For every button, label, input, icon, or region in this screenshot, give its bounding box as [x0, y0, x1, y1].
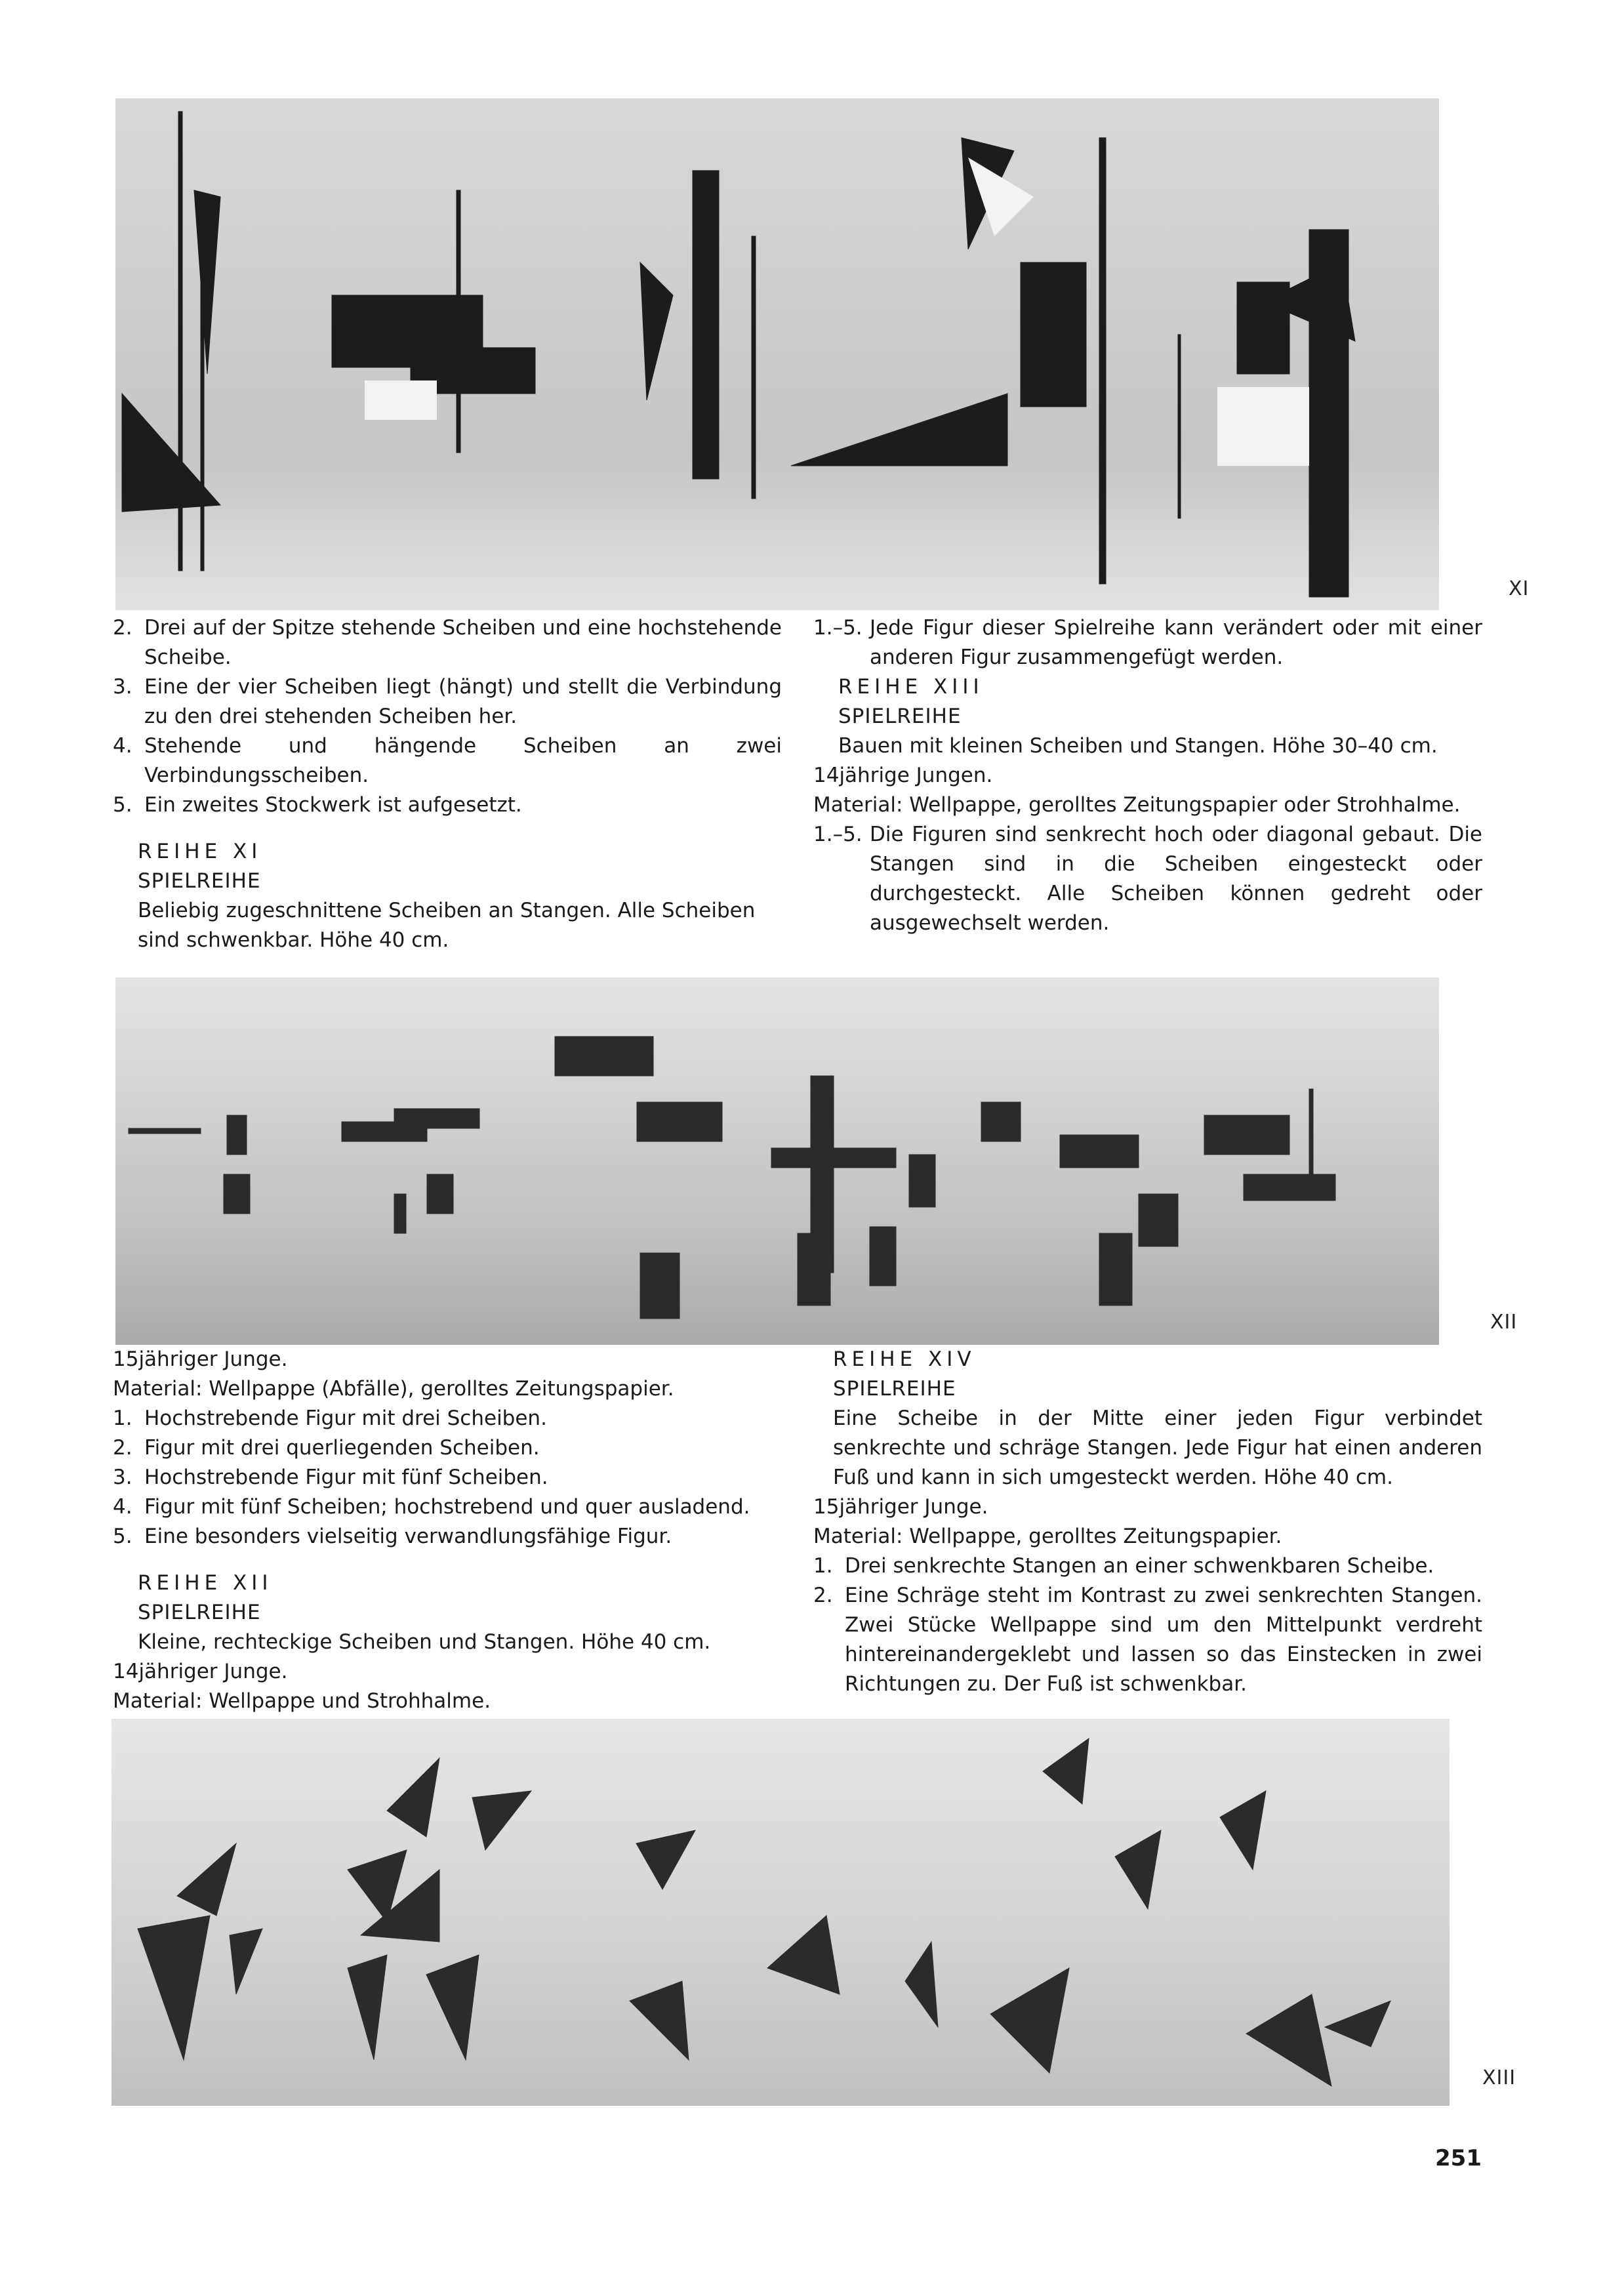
section-heading-reihe-xiii: REIHE XIII [838, 675, 984, 699]
plate-label-xii: XII [1490, 1311, 1518, 1334]
age-note: 14jährige Jungen. [813, 764, 993, 787]
material-note: Material: Wellpappe und Strohhalme. [113, 1689, 491, 1713]
section-description: Bauen mit kleinen Scheiben und Stangen. Höhe 30–40 cm. [838, 734, 1438, 758]
photo-plate-xiii [112, 1719, 1450, 2106]
plate-label-xi: XI [1509, 577, 1530, 600]
material-note: Material: Wellpappe, gerolltes Zeitungspapier. [813, 1525, 1282, 1548]
material-note: Material: Wellpappe (Abfälle), gerolltes Zeitungspapier. [113, 1377, 674, 1401]
material-note: Material: Wellpappe, gerolltes Zeitungspapier oder Strohhalme. [813, 793, 1461, 817]
section-heading-reihe-xi: REIHE XI [138, 840, 262, 863]
section-subheading: SPIELREIHE [138, 1601, 261, 1624]
list-item: 2. Figur mit drei querliegenden Scheiben. [113, 1436, 540, 1460]
age-note: 15jähriger Junge. [813, 1495, 988, 1519]
section-heading-reihe-xiv: REIHE XIV [833, 1347, 976, 1371]
list-item: 3. Hochstrebende Figur mit fünf Scheiben. [113, 1466, 548, 1489]
list-item: 4. Figur mit fünf Scheiben; hochstrebend und quer ausladend. [113, 1495, 750, 1519]
text-column-left-2 [113, 1345, 782, 1716]
section-subheading: SPIELREIHE [138, 869, 261, 893]
page-number: 251 [1435, 2145, 1482, 2171]
photo-plate-xi [115, 98, 1439, 610]
list-item: 1. Hochstrebende Figur mit drei Scheiben. [113, 1406, 547, 1430]
list-item: 5. Ein zweites Stockwerk ist aufgesetzt. [113, 793, 522, 817]
section-subheading: SPIELREIHE [833, 1377, 956, 1401]
list-item: 4. Stehende und hängende Scheiben an zwei Verbindungsscheiben. [113, 734, 782, 787]
text-column-right-2 [813, 1345, 1482, 1699]
section-description: Kleine, rechteckige Scheiben und Stangen. Höhe 40 cm. [138, 1630, 711, 1654]
list-item: 2. Drei auf der Spitze stehende Scheiben und eine hochstehende Scheibe. [113, 616, 782, 669]
section-heading-reihe-xii: REIHE XII [138, 1571, 273, 1595]
age-note: 15jähriger Junge. [113, 1347, 288, 1371]
list-item: 2. Eine Schräge steht im Kontrast zu zwei senkrechten Stangen. Zwei Stücke Wellpappe sind um den Mittelpunkt verdreht hintereinandergeklebt und lassen so das Einstecken in zwei Richtungen zu. Der Fuß ist schwenkbar. [813, 1584, 1482, 1696]
photo-plate-xii [115, 977, 1439, 1345]
list-item: 1.–5. Die Figuren sind senkrecht hoch oder diagonal gebaut. Die Stangen sind in die Scheiben eingesteckt oder durchgesteckt. Alle Scheiben können gedreht oder ausgewechselt werden. [813, 823, 1482, 935]
plate-label-xiii: XIII [1482, 2066, 1516, 2089]
sculptures-xii [115, 977, 1439, 1345]
list-item: 5. Eine besonders vielseitig verwandlungsfähige Figur. [113, 1525, 672, 1548]
section-description: Beliebig zugeschnittene Scheiben an Stangen. Alle Scheiben sind schwenkbar. Höhe 40 cm. [138, 899, 756, 952]
age-note: 14jähriger Junge. [113, 1660, 288, 1683]
section-description: Eine Scheibe in der Mitte einer jeden Figur verbindet senkrechte und schräge Stangen. Jede Figur hat einen anderen Fuß und kann in sich umgesteckt werden. Höhe 40 cm. [833, 1406, 1482, 1489]
text-column-right-1 [813, 613, 1482, 938]
list-item: 1.–5. Jede Figur dieser Spielreihe kann verändert oder mit einer anderen Figur zusammengefügt werden. [813, 616, 1482, 669]
text-column-left-1 [113, 613, 782, 955]
list-item: 1. Drei senkrechte Stangen an einer schwenkbaren Scheibe. [813, 1554, 1434, 1578]
list-item: 3. Eine der vier Scheiben liegt (hängt) und stellt die Verbindung zu den drei stehenden Scheiben her. [113, 675, 782, 728]
sculptures-xi [115, 98, 1439, 610]
sculptures-xiii [112, 1719, 1450, 2106]
section-subheading: SPIELREIHE [838, 705, 962, 728]
